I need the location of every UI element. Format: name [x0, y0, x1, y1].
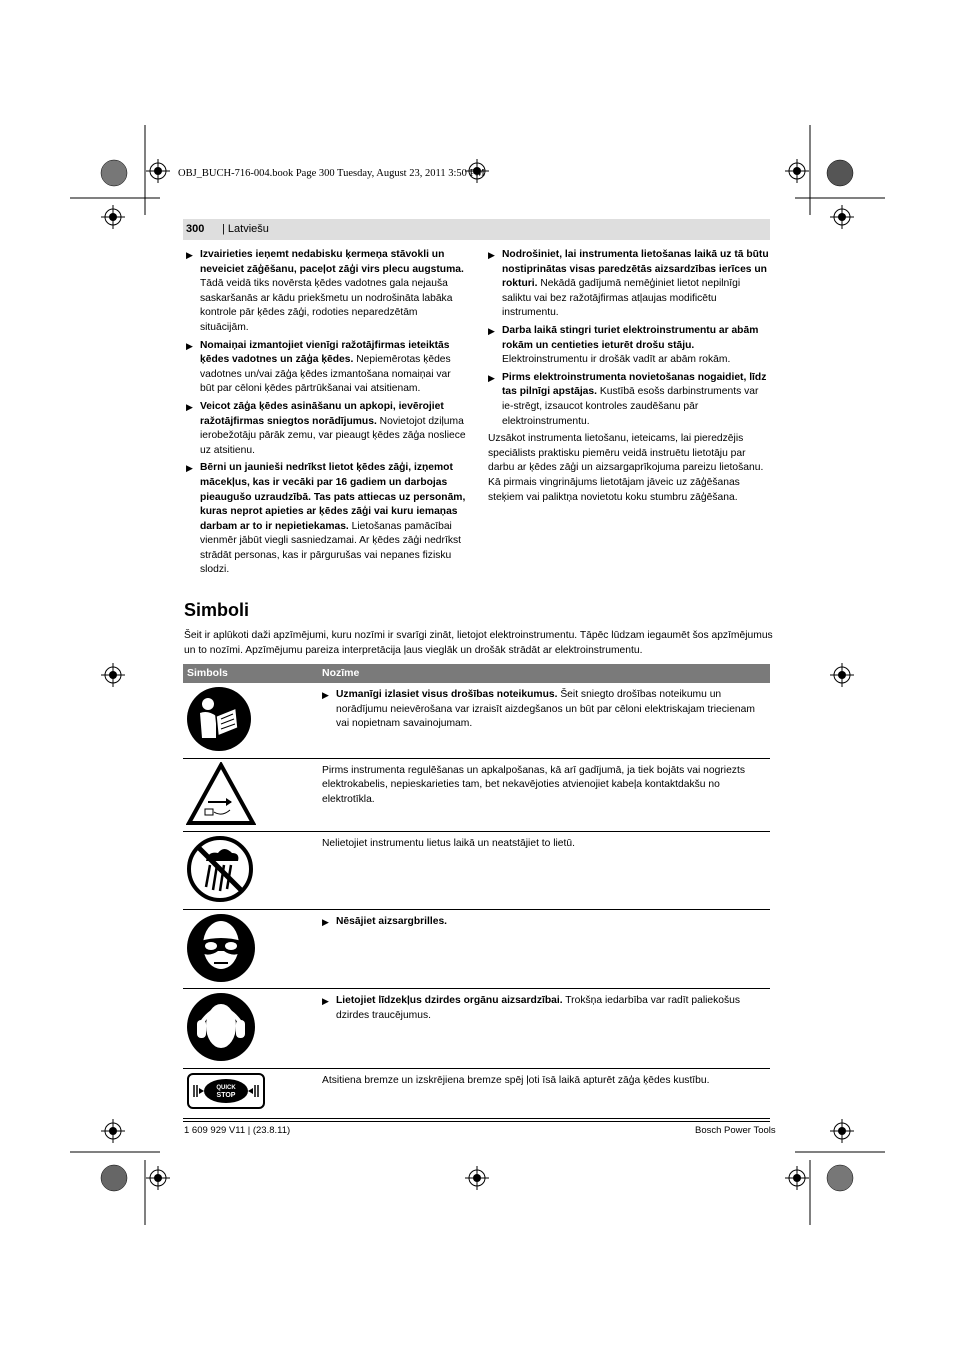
- bullet-arrow-icon: ▶: [322, 996, 329, 1007]
- intro-paragraph: Šeit ir aplūkoti daži apzīmējumi, kuru nozīmi ir svarīgi zināt, lietojot elektroinstrumentu. Tāpēc lūdzam iegaumēt šos apzīmējumus un to nozīmi. Apzīmējumu pareiza interpretācija ļaus vieglāk un drošāk strādāt ar elektroinstrumentu.: [184, 630, 773, 656]
- left-column: [186, 248, 466, 581]
- meaning-bold: Nēsājiet aizsargbrilles.: [336, 915, 448, 927]
- crosshair-mark: [785, 159, 809, 183]
- safety-item-text: Tādā veidā tiks novērsta ķēdes vadotnes gala nejauša saskaršanās ar kādu priekšmetu un nodrošināta labāka kontrole pār ķēdes zāģi, rodoties neparedzētām situācijām.: [200, 278, 453, 333]
- column-header-meaning: Nozīme: [318, 664, 770, 683]
- safety-goggles-icon: [183, 910, 318, 989]
- safety-item-bold: Bērni un jaunieši nedrīkst lietot ķēdes zāģi, izņemot mācekļus, kas ir vecāki par 16 gadiem un darbojas pieaugušo uzraudzībā. Tas pats attiecas uz personām, kuras neprot apieties ar ķēdes zāģi vai kuru iemaņas darbam ar to ir nepietiekamas.: [200, 462, 466, 532]
- crosshair-mark: [830, 1119, 854, 1143]
- right-column: [488, 248, 770, 505]
- bullet-arrow-icon: ▶: [322, 916, 329, 927]
- meaning-bold: Lietojiet līdzekļus dzirdes orgānu aizsardzībai.: [336, 995, 563, 1007]
- safety-item: [186, 339, 466, 397]
- bullet-arrow-icon: ▶: [488, 325, 495, 336]
- bullet-arrow-icon: ▶: [488, 250, 495, 260]
- meaning-cell: [318, 683, 770, 758]
- meaning-text: Atsitiena bremze un izskrējiena bremze spēj ļoti īsā laikā apturēt zāģa ķēdes kustību.: [322, 1074, 710, 1086]
- safety-item: [186, 461, 466, 578]
- print-header: OBJ_BUCH-716-004.book Page 300 Tuesday, August 23, 2011 3:50 PM: [178, 168, 485, 179]
- table-row: [183, 832, 770, 910]
- crosshair-mark: [146, 1166, 170, 1190]
- footer-divider: [183, 1121, 770, 1122]
- bullet-arrow-icon: ▶: [186, 463, 193, 474]
- crosshair-mark: [101, 205, 125, 229]
- quick-stop-icon: [183, 1069, 318, 1116]
- bullet-arrow-icon: ▶: [186, 340, 193, 351]
- meaning-cell: [318, 832, 770, 910]
- bullet-arrow-icon: ▶: [322, 690, 329, 700]
- safety-item-bold: Pirms elektroinstrumenta novietošanas nogaidiet, līdz tas pilnīgi apstājas.: [502, 371, 767, 398]
- right-paragraph: Uzsākot instrumenta lietošanu, ieteicams, lai pieredzējis speciālists praktisku piemēru veidā instruētu lietotāju par darbu ar ķēdes zāģi un aizsargaprīkojuma pareizu lietošanu. Kā pirmais vingrinājums lietotājam jāveic uz zāģēšanas steķiem vai paliktņa novietotu koku stumbru zāģēšana.: [488, 433, 764, 503]
- table-row: [183, 1068, 770, 1118]
- crosshair-mark: [101, 663, 125, 687]
- color-bar-mark: [827, 1165, 853, 1191]
- safety-item-bold: Nodrošiniet, lai instrumenta lietošanas laikā uz tā būtu nostiprinātas visas paredzētās aizsardzības ierīces un rokturi.: [502, 249, 769, 290]
- quick-stop-text-stop: STOP: [216, 1091, 236, 1099]
- safety-item-text: Lietošanas pamācībai vienmēr jābūt viegli sasniedzamai. Ar ķēdes zāģi nedrīkst strādāt personas, kas ir pārgurušas vai nepanes fizisku slodzi.: [200, 520, 461, 576]
- column-header-symbol: Simbols: [183, 664, 318, 683]
- symbol-cell: [183, 758, 318, 832]
- safety-item: [488, 371, 770, 429]
- safety-item: [488, 324, 770, 368]
- safety-item-text: Nepiemērotas ķēdes vadotnes un/vai zāģa ķēdes izmantošana nomaiņai var būt par cēloni ķēdes pārtrūkšanai vai atsitienam.: [200, 354, 451, 395]
- color-bar-mark: [827, 160, 853, 186]
- symbol-cell: [183, 989, 318, 1069]
- meaning-cell: [318, 989, 770, 1069]
- meaning-bold: Uzmanīgi izlasiet visus drošības noteikumus.: [336, 689, 558, 700]
- crosshair-mark: [465, 1166, 489, 1190]
- safety-item-text: Novietojot dziļuma ierobežotāju pārāk zemu, var pieaugt ķēdes zāģa nosliece uz atsitienu.: [200, 415, 466, 456]
- table-row: [183, 909, 770, 989]
- quick-stop-text-quick: QUICK: [216, 1084, 236, 1091]
- meaning-text: Pirms instrumenta regulēšanas un apkalpošanas, kā arī gadījumā, ja tiek bojāts vai nogriezts elektrokabelis, nepieskarieties tam, bet nekavējoties atvienojiet kabeļa kontaktdakšu no elektrotīkla.: [322, 764, 745, 805]
- section-title: Simboli: [184, 600, 250, 620]
- safety-item-text: Elektroinstrumentu ir drošāk vadīt ar abām rokām.: [502, 354, 731, 366]
- page-header-bar: [183, 219, 770, 240]
- language-name: Latviešu: [227, 223, 269, 235]
- safety-item-bold: Nomaiņai izmantojiet vienīgi ražotājfirmas ieteiktās ķēdes vadotnes un zāģa ķēdes.: [200, 339, 450, 366]
- crosshair-mark: [830, 663, 854, 687]
- bullet-arrow-icon: ▶: [186, 401, 193, 412]
- safety-item-text: Kustībā esošs darbinstruments var ie-strēgt, izsaucot kontroles zaudēšanu pār elektroinstrumentu.: [502, 386, 759, 427]
- crosshair-mark: [830, 205, 854, 229]
- meaning-cell: [318, 758, 770, 832]
- unplug-warning-icon: [183, 759, 318, 832]
- safety-item-bold: Izvairieties ieņemt nedabisku ķermeņa stāvokli un neveiciet zāģēšanu, paceļot zāģi virs plecu augstuma.: [200, 249, 464, 275]
- meaning-text: Trokšņa iedarbība var radīt paliekošus dzirdes traucējumus.: [336, 995, 741, 1021]
- safety-item-text: Nekādā gadījumā nemēģiniet lietot nepilnīgi saliktu vai bez ražotājfirmas atļaujas modificētu instrumentu.: [502, 278, 741, 319]
- table-row: [183, 758, 770, 832]
- page-number: 300: [186, 223, 205, 235]
- safety-item: [488, 248, 770, 321]
- meaning-text: Nelietojiet instrumentu lietus laikā un neatstājiet to lietū.: [322, 838, 575, 850]
- safety-item: [186, 248, 466, 336]
- ear-protection-icon: [183, 989, 318, 1068]
- symbol-cell: [183, 1068, 318, 1118]
- safety-item-bold: Veicot zāģa ķēdes asināšanu un apkopi, ievērojiet ražotājfirmas sniegtos norādījumus.: [200, 400, 444, 427]
- color-bar-mark: [101, 160, 127, 186]
- crosshair-mark: [146, 159, 170, 183]
- footer-doc-number: 1 609 929 V11 | (23.8.11): [184, 1125, 291, 1136]
- meaning-text: Šeit sniegto drošības noteikumu un norādījumu neievērošana var izraisīt aizdegšanos un būt par cēloni elektriskajam triecienam vai nopietnam savainojumam.: [336, 689, 755, 730]
- symbol-cell: [183, 909, 318, 989]
- symbol-cell: [183, 832, 318, 910]
- bullet-arrow-icon: ▶: [186, 250, 193, 260]
- table-row: [183, 989, 770, 1069]
- language-label: | Latviešu: [222, 223, 269, 235]
- safety-item-bold: Darba laikā stingri turiet elektroinstrumentu ar abām rokām un centieties ieturēt drošu stāju.: [502, 324, 759, 351]
- bullet-arrow-icon: ▶: [488, 372, 495, 383]
- meaning-cell: [318, 909, 770, 989]
- table-row: [183, 683, 770, 758]
- crosshair-mark: [785, 1166, 809, 1190]
- footer-brand: Bosch Power Tools: [695, 1125, 776, 1136]
- no-rain-icon: [183, 832, 318, 909]
- safety-item: [186, 400, 466, 458]
- symbol-cell: [183, 683, 318, 758]
- symbols-table: [183, 664, 770, 1119]
- crosshair-mark: [101, 1119, 125, 1143]
- meaning-cell: [318, 1068, 770, 1118]
- read-manual-icon: [183, 683, 318, 758]
- color-bar-mark: [101, 1165, 127, 1191]
